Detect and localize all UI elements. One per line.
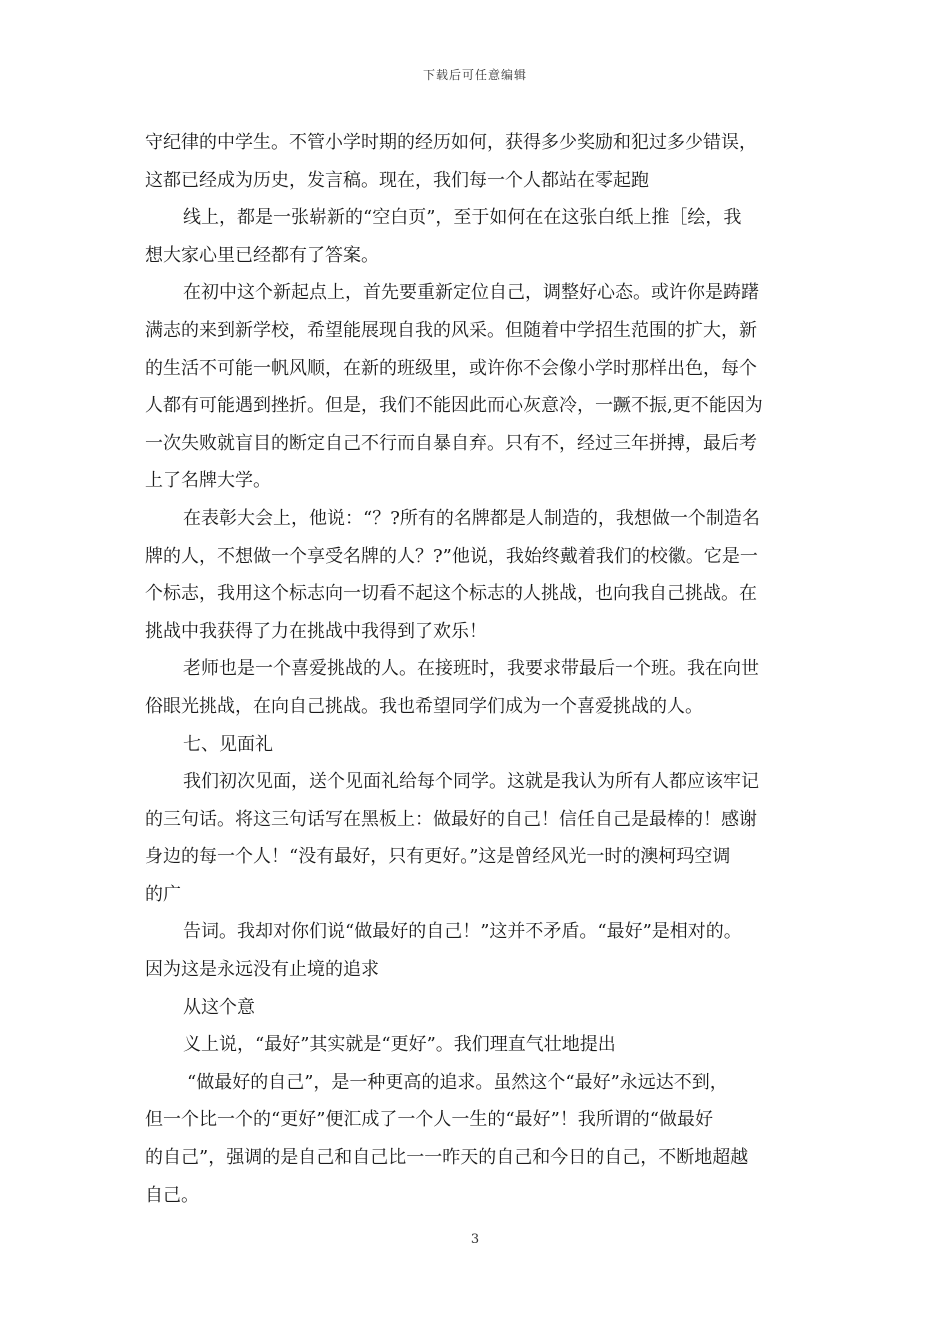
page-number: 3 (470, 1232, 480, 1247)
text-line: 身边的每一个人！“没有最好，只有更好。”这是曾经风光一时的澳柯玛空调 (145, 846, 731, 868)
paragraph-start: 义上说，“最好”其实就是“更好”。我们理直气壮地提出 (183, 1034, 616, 1056)
text-line: 牌的人，不想做一个享受名牌的人？?”他说，我始终戴着我们的校徽。它是一 (145, 545, 758, 567)
text-line: 线上，都是一张崭新的“空白页”，至于如何在在这张白纸上推［绘，我 (183, 207, 742, 229)
text-line: 一次失败就盲目的断定自己不行而自暴自弃。只有不，经过三年拼搏，最后考 (145, 432, 757, 454)
section-heading: 七、见面礼 (183, 733, 273, 755)
paragraph-start: 在初中这个新起点上，首先要重新定位自己，调整好心态。或许你是踌躇 (183, 282, 759, 304)
paragraph-start: “做最好的自己”，是一种更高的追求。虽然这个“最好”永远达不到， (187, 1071, 728, 1093)
text-line: 的自己”，强调的是自己和自己比一一昨天的自己和今日的自己，不断地超越 (145, 1147, 749, 1169)
paragraph-start: 从这个意 (183, 996, 255, 1018)
text-line: 挑战中我获得了力在挑战中我得到了欢乐！ (145, 620, 487, 642)
text-line: 自己。 (145, 1184, 199, 1206)
paragraph-start: 在表彰大会上，他说：“？?所有的名牌都是人制造的，我想做一个制造名 (183, 507, 760, 529)
text-line: 的生活不可能一帆风顺，在新的班级里，或许你不会像小学时那样出色，每个 (145, 357, 757, 379)
text-line: 的广 (145, 883, 181, 905)
text-line: 上了名牌大学。 (145, 470, 271, 492)
text-line: 满志的来到新学校，希望能展现自我的风采。但随着中学招生范围的扩大，新 (145, 319, 757, 341)
paragraph-start: 我们初次见面，送个见面礼给每个同学。这就是我认为所有人都应该牢记 (183, 771, 759, 793)
text-line: 因为这是永远没有止境的追求 (145, 959, 379, 981)
text-line: 但一个比一个的“更好”便汇成了一个人一生的“最好”！我所谓的“做最好 (145, 1109, 714, 1131)
text-line: 这都已经成为历史，发言稿。现在，我们每一个人都站在零起跑 (145, 169, 649, 191)
text-line: 个标志，我用这个标志向一切看不起这个标志的人挑战，也向我自己挑战。在 (145, 583, 757, 605)
text-line: 守纪律的中学生。不管小学时期的经历如何，获得多少奖励和犯过多少错误， (145, 132, 757, 153)
page-header: 下载后可任意编辑 (422, 68, 527, 82)
paragraph-start: 告词。我却对你们说“做最好的自己！”这并不矛盾。“最好”是相对的。 (183, 921, 742, 943)
text-line: 人都有可能遇到挫折。但是，我们不能因此而心灰意冷，一蹶不振,更不能因为 (145, 395, 763, 417)
text-line: 想大家心里已经都有了答案。 (145, 244, 379, 266)
paragraph-start: 老师也是一个喜爱挑战的人。在接班时，我要求带最后一个班。我在向世 (183, 658, 759, 680)
document-body (145, 124, 815, 1214)
text-line: 的三句话。将这三句话写在黑板上：做最好的自己！信任自己是最棒的！感谢 (145, 808, 757, 830)
text-line: 俗眼光挑战，在向自己挑战。我也希望同学们成为一个喜爱挑战的人。 (145, 695, 703, 717)
